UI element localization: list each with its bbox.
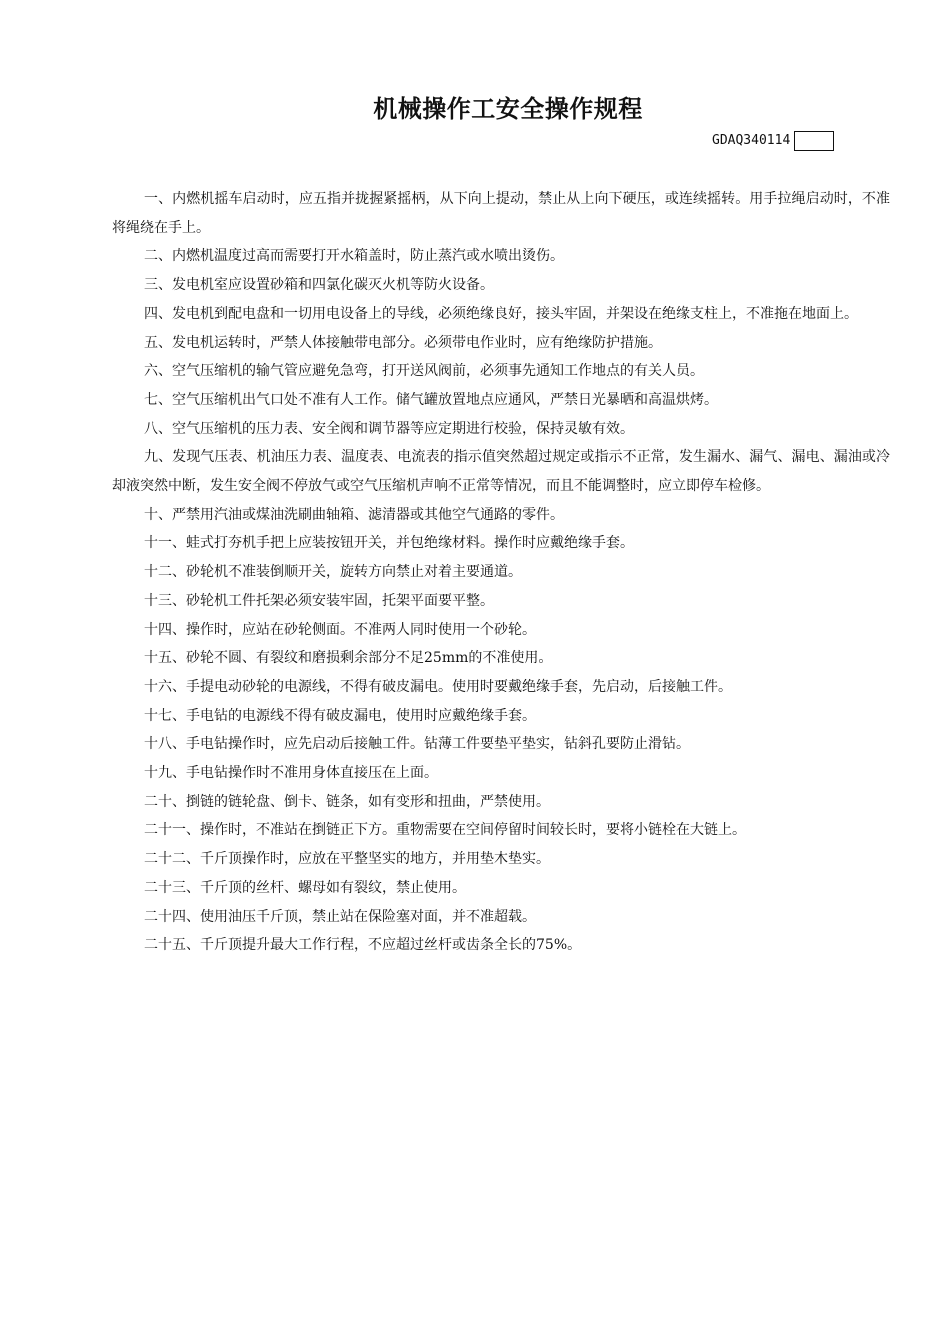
rule-paragraph: 十八、手电钻操作时，应先启动后接触工件。钻薄工件要垫平垫实，钻斜孔要防止滑钻。 <box>144 736 690 753</box>
rule-paragraph: 四、发电机到配电盘和一切用电设备上的导线，必须绝缘良好，接头牢固，并架设在绝缘支柱上，不准拖在地面上。 <box>144 305 858 322</box>
rule-paragraph: 七、空气压缩机出气口处不准有人工作。储气罐放置地点应通风，严禁日光暴晒和高温烘烤。 <box>144 391 718 408</box>
rule-paragraph: 三、发电机室应设置砂箱和四氯化碳灭火机等防火设备。 <box>144 277 494 294</box>
rule-paragraph: 十九、手电钻操作时不准用身体直接压在上面。 <box>144 765 438 782</box>
document-title: 机械操作工安全操作规程 <box>373 95 643 123</box>
rule-paragraph: 十三、砂轮机工件托架必须安装牢固，托架平面要平整。 <box>144 592 494 609</box>
rule-paragraph: 二十二、千斤顶操作时，应放在平整坚实的地方，并用垫木垫实。 <box>144 851 550 868</box>
document-code: GDAQ340114 <box>712 133 791 148</box>
rule-paragraph: 十二、砂轮机不准装倒顺开关，旋转方向禁止对着主要通道。 <box>144 564 522 581</box>
rule-paragraph: 十一、蛙式打夯机手把上应装按钮开关，并包绝缘材料。操作时应戴绝缘手套。 <box>144 535 634 552</box>
rule-paragraph: 十四、操作时，应站在砂轮侧面。不准两人同时使用一个砂轮。 <box>144 621 536 638</box>
rule-paragraph: 二十三、千斤顶的丝杆、螺母如有裂纹，禁止使用。 <box>144 879 466 896</box>
rule-paragraph: 二十一、操作时，不准站在捯链正下方。重物需要在空间停留时间较长时，要将小链栓在大链上。 <box>144 822 746 839</box>
rule-paragraph: 二十五、千斤顶提升最大工作行程，不应超过丝杆或齿条全长的75%。 <box>144 937 582 954</box>
rule-paragraph: 五、发电机运转时，严禁人体接触带电部分。必须带电作业时，应有绝缘防护措施。 <box>144 334 662 351</box>
rule-paragraph: 二十、捯链的链轮盘、倒卡、链条，如有变形和扭曲，严禁使用。 <box>144 793 550 810</box>
rule-paragraph: 二十四、使用油压千斤顶，禁止站在保险塞对面，并不准超载。 <box>144 908 536 925</box>
rule-paragraph: 十六、手提电动砂轮的电源线，不得有破皮漏电。使用时要戴绝缘手套，先启动，后接触工件。 <box>144 678 732 695</box>
document-code-box <box>794 131 834 151</box>
rule-paragraph: 一、内燃机摇车启动时，应五指并拢握紧摇柄，从下向上提动，禁止从上向下硬压，或连续摇转。用手拉绳启动时，不准将绳绕在手上。 <box>112 191 890 236</box>
document-code-row <box>712 131 834 151</box>
rule-paragraph: 十、严禁用汽油或煤油洗刷曲轴箱、滤清器或其他空气通路的零件。 <box>144 506 564 523</box>
rule-paragraph: 九、发现气压表、机油压力表、温度表、电流表的指示值突然超过规定或指示不正常，发生漏水、漏气、漏电、漏油或冷却液突然中断，发生安全阀不停放气或空气压缩机声响不正常等情况，而且不能调整时，应立即停车检修。 <box>112 449 890 495</box>
document-body <box>112 185 890 960</box>
rule-paragraph: 六、空气压缩机的输气管应避免急弯，打开送风阀前，必须事先通知工作地点的有关人员。 <box>144 363 704 380</box>
rule-paragraph: 十五、砂轮不圆、有裂纹和磨损剩余部分不足25mm的不准使用。 <box>144 650 553 667</box>
rule-paragraph: 十七、手电钻的电源线不得有破皮漏电，使用时应戴绝缘手套。 <box>144 707 536 724</box>
rule-paragraph: 八、空气压缩机的压力表、安全阀和调节器等应定期进行校验，保持灵敏有效。 <box>144 420 634 437</box>
rule-paragraph: 二、内燃机温度过高而需要打开水箱盖时，防止蒸汽或水喷出烫伤。 <box>144 248 564 265</box>
